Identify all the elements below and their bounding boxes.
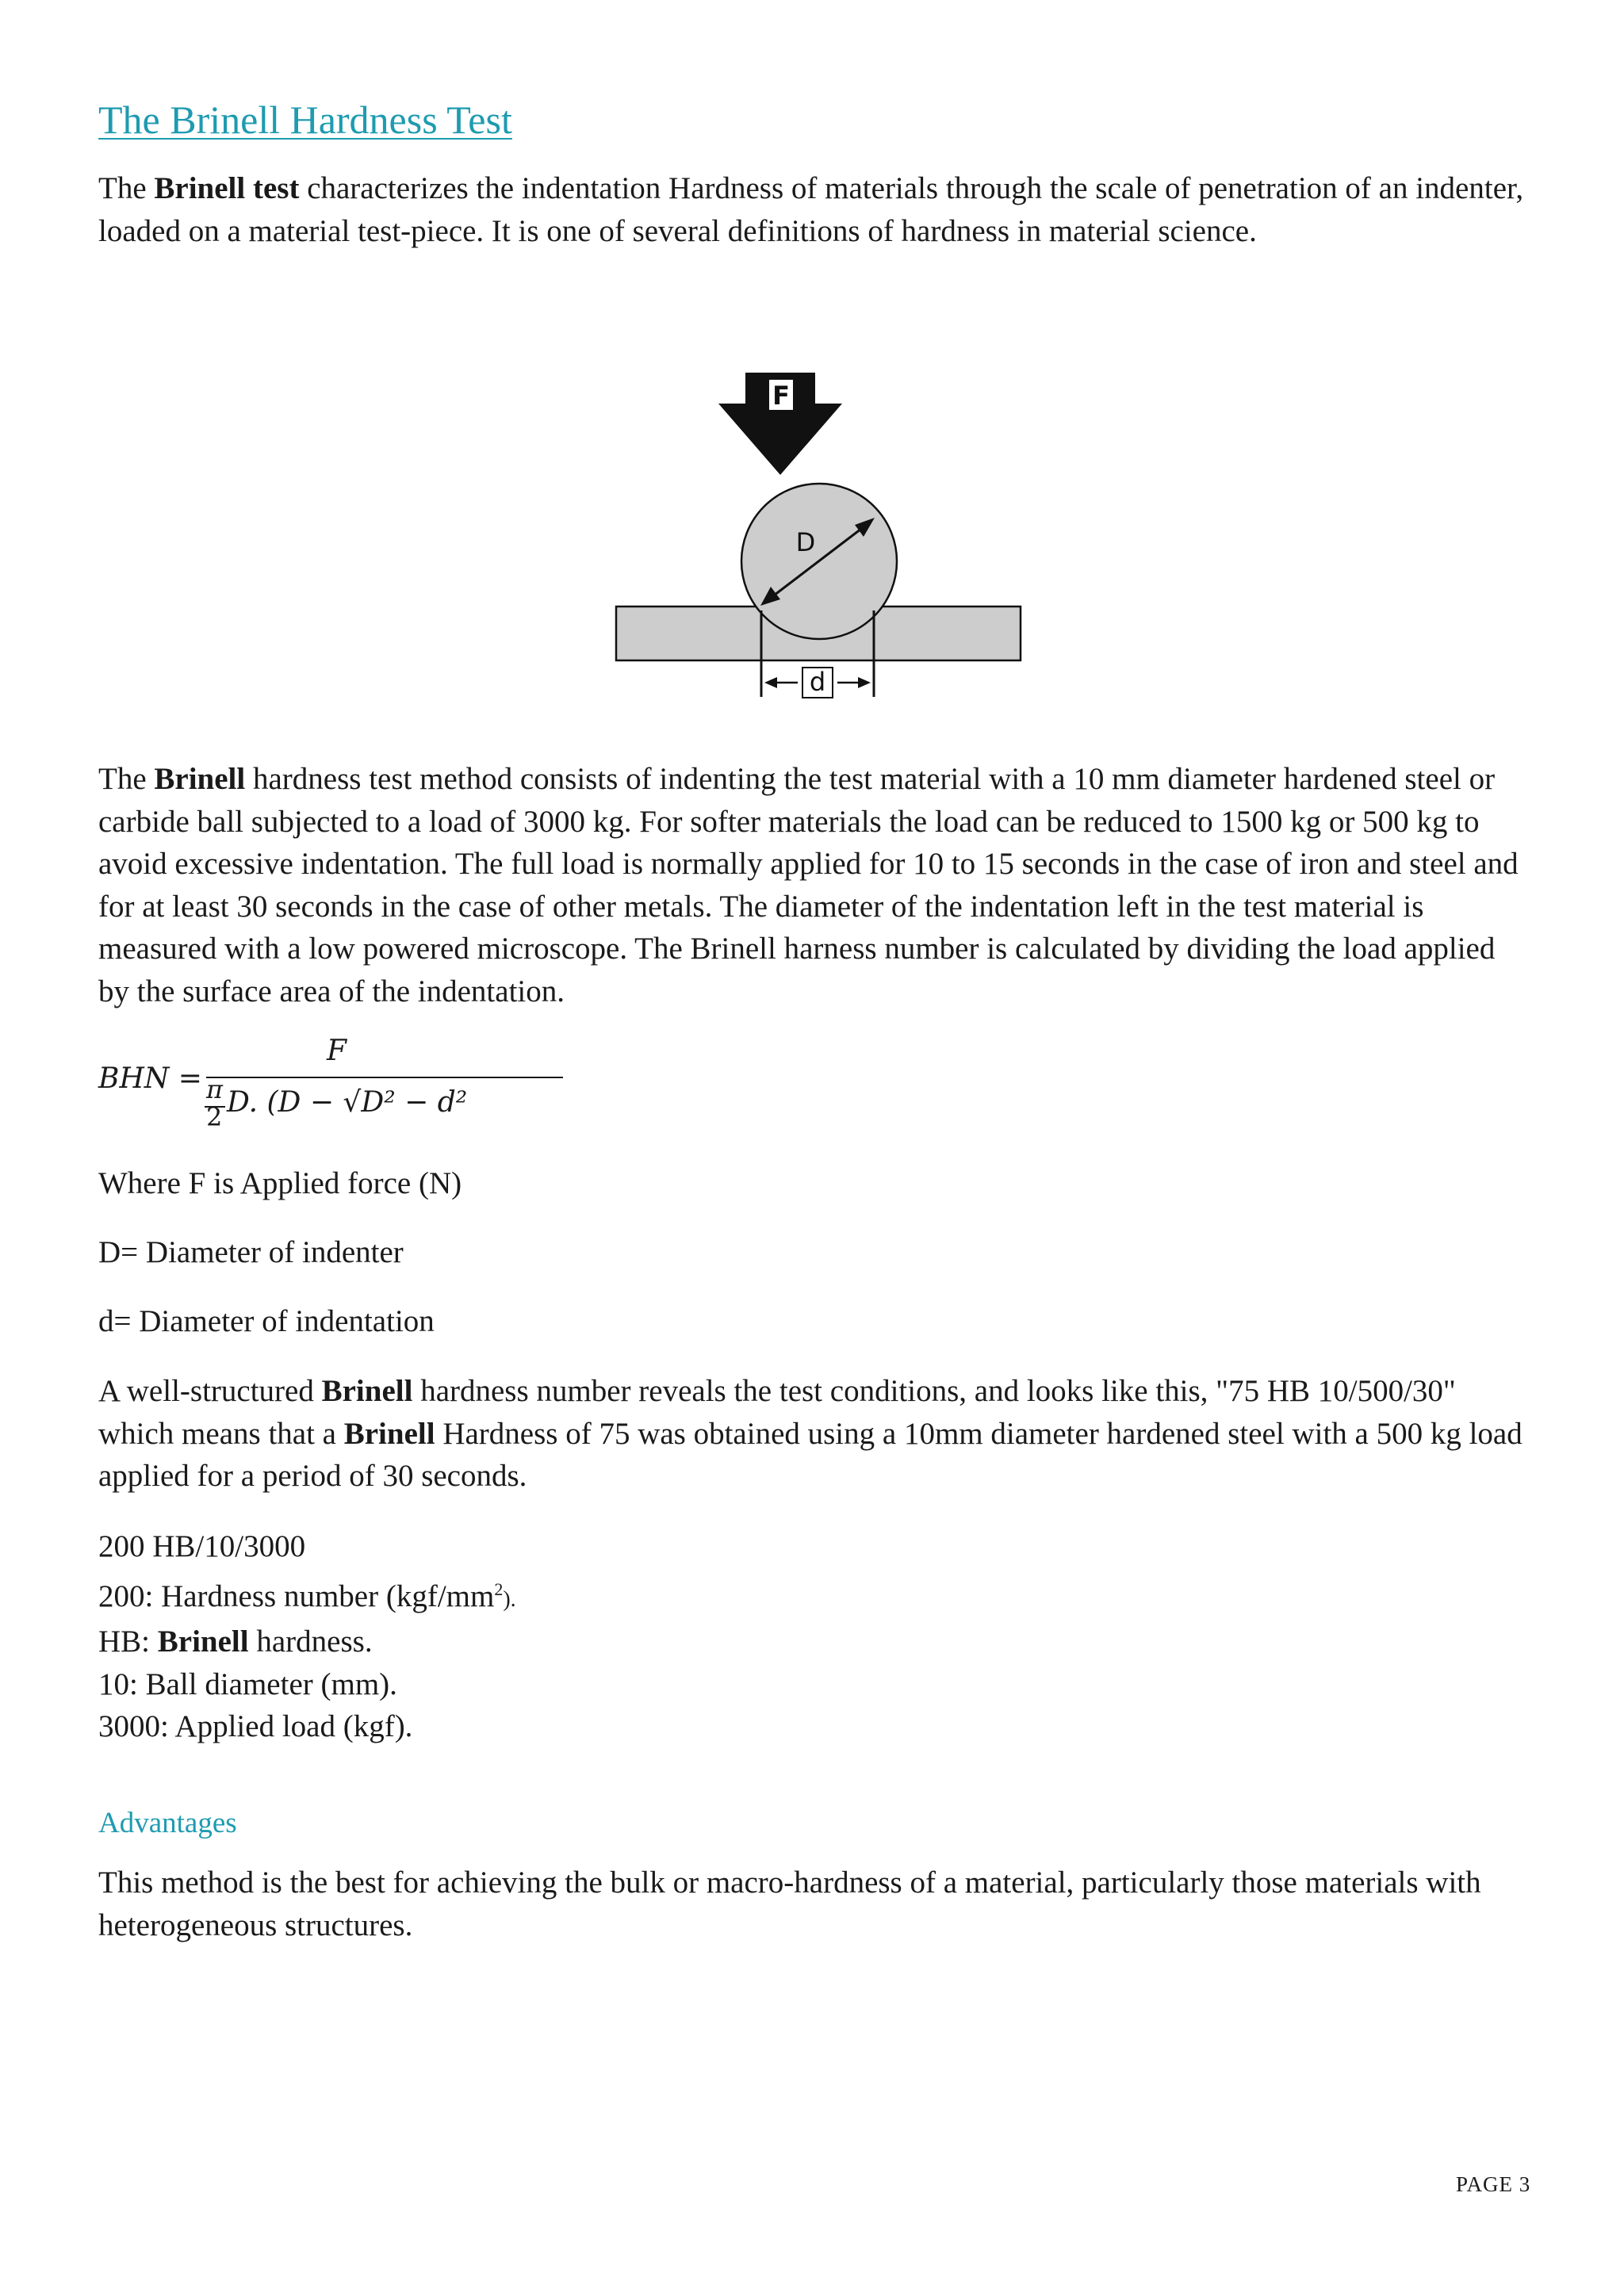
formula-pi: π (206, 1074, 224, 1104)
intro-paragraph (98, 167, 1526, 252)
notation-line-3-bold: Brinell (157, 1624, 249, 1659)
indent-arrowhead-right (858, 677, 871, 688)
notation-list (98, 1525, 516, 1748)
formula-fraction-bar (206, 1077, 563, 1078)
formula-two: 2 (206, 1102, 223, 1132)
notation-line-1: 200 HB/10/3000 (98, 1529, 306, 1563)
notation-line-2 (98, 1568, 516, 1621)
example-bold-1: Brinell (321, 1374, 413, 1408)
notation-line-2-end: ). (503, 1586, 516, 1612)
intro-prefix: The (98, 171, 155, 205)
notation-line-3-prefix: HB: (98, 1624, 158, 1659)
page-number: PAGE 3 (1456, 2172, 1531, 2196)
notation-line-4: 10: Ball diameter (mm). (98, 1667, 397, 1701)
brinell-diagram (603, 354, 1031, 718)
page-title: The Brinell Hardness Test (98, 98, 512, 142)
notation-line-3 (98, 1621, 516, 1663)
formula-numerator: F (327, 1035, 347, 1067)
example-prefix: A well-structured (98, 1374, 322, 1408)
notation-line-2-sup: 2 (494, 1578, 504, 1599)
indent-arrowhead-left (764, 677, 777, 688)
notation-line-3-suffix: hardness. (248, 1624, 373, 1659)
notation-line-2-text: 200: Hardness number (kgf/mm (98, 1578, 495, 1613)
formula-lhs: BHN = (98, 1062, 202, 1095)
brinell-diagram-svg (603, 354, 1031, 718)
example-paragraph (98, 1370, 1526, 1498)
method-prefix: The (98, 762, 155, 796)
definition-indenter: D= Diameter of indenter (98, 1235, 404, 1269)
intro-bold: Brinell test (154, 171, 300, 205)
method-bold: Brinell (154, 762, 246, 796)
force-label: F (772, 381, 790, 411)
example-bold-2: Brinell (343, 1416, 435, 1451)
example-middle: hardness number reveals the test conditions, and looks like this, "75 HB 10/500/30" which means that a (98, 1374, 1456, 1451)
example-suffix: Hardness of 75 was obtained using a 10mm diameter hardened steel with a 500 kg load applied for a period of 30 seconds. (98, 1416, 1522, 1493)
definition-force: Where F is Applied force (N) (98, 1166, 462, 1200)
advantages-paragraph: This method is the best for achieving the bulk or macro-hardness of a material, particularly those materials with heterogeneous structures. (98, 1866, 1481, 1942)
method-suffix: hardness test method consists of indenting the test material with a 10 mm diameter hardened steel or carbide ball subjected to a load of 3000 kg. For softer materials the load can be reduced to 1500 kg or 500 kg to avoid excessive indentation. The full load is normally applied for 10 to 15 seconds in the case of iron and steel and for at least 30 seconds in the case of other metals. The diameter of the indentation left in the test material is measured with a low powered microscope. The Brinell harness number is calculated by dividing the load applied by the surface area of the indentation. (98, 762, 1519, 1008)
definition-indentation: d= Diameter of indentation (98, 1304, 435, 1338)
advantages-heading: Advantages (98, 1807, 237, 1839)
bhn-formula (98, 1031, 495, 1142)
method-paragraph (98, 758, 1526, 1012)
formula-denominator: D. (D − √D² − d² (227, 1086, 468, 1119)
notation-line-5: 3000: Applied load (kgf). (98, 1709, 413, 1743)
intro-suffix: characterizes the indentation Hardness of materials through the scale of penetration of an indenter, loaded on a material test-piece. It is one of several definitions of hardness in material science. (98, 171, 1524, 248)
indent-label: d (809, 667, 826, 697)
ball-label: D (795, 527, 816, 557)
